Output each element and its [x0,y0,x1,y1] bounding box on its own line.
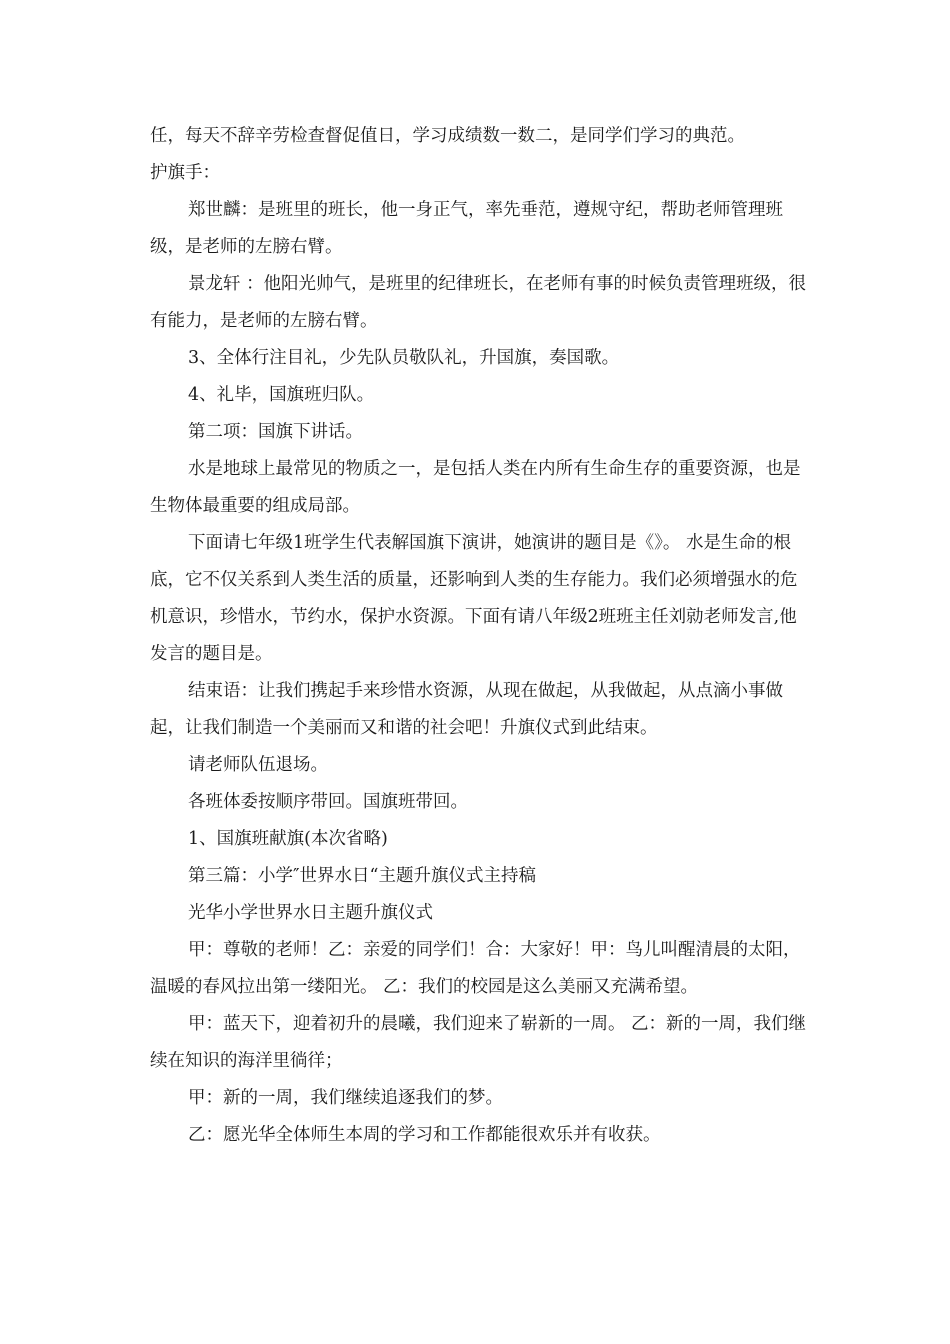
paragraph-2: 护旗手： [150,163,220,183]
paragraph-8: 水是地球上最常见的物质之一，是包括人类在内所有生命生存的重要资源，也是生物体最重要的组成局部。 [150,459,801,516]
paragraph-14: 第三篇：小学″世界水日“主题升旗仪式主持稿 [188,866,536,886]
document-page [150,118,810,1154]
paragraph-3: 郑世麟：是班里的班长，他一身正气，率先垂范，遵规守纪，帮助老师管理班级，是老师的左膀右臂。 [150,200,783,257]
paragraph-9: 下面请七年级1班学生代表解国旗下演讲，她演讲的题目是《》。 水是生命的根底，它不仅关系到人类生活的质量，还影响到人类的生存能力。我们必须增强水的危机意识，珍惜水，节约水，保护水资源。下面有请八年级2班班主任刘勍老师发言,他发言的题目是。 [150,533,798,664]
paragraph-12: 各班体委按顺序带回。国旗班带回。 [188,792,468,812]
paragraph-4: 景龙轩 ：他阳光帅气，是班里的纪律班长，在老师有事的时候负责管理班级，很有能力，是老师的左膀右臂。 [150,274,807,331]
paragraph-11: 请老师队伍退场。 [188,755,328,775]
paragraph-16: 甲：尊敬的老师！乙：亲爱的同学们！合：大家好！甲：鸟儿叫醒清晨的太阳，温暖的春风拉出第一缕阳光。 乙：我们的校园是这么美丽又充满希望。 [150,940,801,997]
paragraph-10: 结束语：让我们携起手来珍惜水资源，从现在做起，从我做起，从点滴小事做起，让我们制造一个美丽而又和谐的社会吧！升旗仪式到此结束。 [150,681,783,738]
paragraph-19: 乙：愿光华全体师生本周的学习和工作都能很欢乐并有收获。 [188,1125,661,1145]
paragraph-15: 光华小学世界水日主题升旗仪式 [188,903,433,923]
paragraph-13: 1、国旗班献旗(本次省略) [188,829,388,849]
paragraph-1: 任，每天不辞辛劳检查督促值日，学习成绩数一数二，是同学们学习的典范。 [150,126,745,146]
paragraph-17: 甲：蓝天下，迎着初升的晨曦，我们迎来了崭新的一周。 乙：新的一周，我们继续在知识的海洋里徜徉； [150,1014,807,1071]
paragraph-18: 甲：新的一周，我们继续追逐我们的梦。 [188,1088,503,1108]
paragraph-6: 4、礼毕，国旗班归队。 [188,385,375,405]
paragraph-5: 3、全体行注目礼，少先队员敬队礼，升国旗，奏国歌。 [188,348,620,368]
paragraph-7: 第二项：国旗下讲话。 [188,422,363,442]
